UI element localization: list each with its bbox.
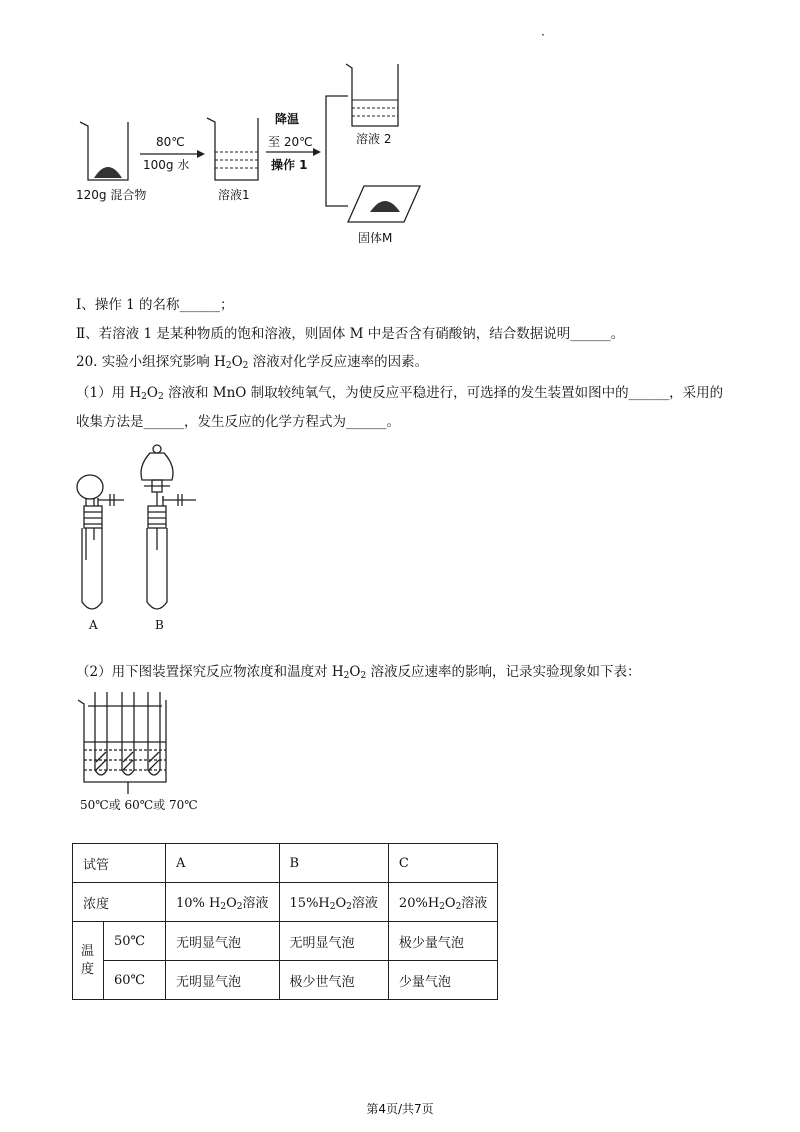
row-label-concentration: 浓度: [73, 883, 166, 922]
table-row: [73, 883, 498, 922]
label-apparatus-a: A: [89, 618, 98, 632]
result-a-60: 无明显气泡: [166, 961, 280, 1000]
question-20-1-line2: 收集方法是______，发生反应的化学方程式为______。: [76, 414, 400, 430]
apparatus-figure: [0, 440, 800, 640]
label-solid-m: 固体M: [358, 231, 393, 245]
p2-post: 溶液反应速率的影响，记录实验现象如下表：: [366, 664, 641, 680]
cool-label-2: 至 20℃: [268, 135, 313, 149]
table-row: [73, 844, 498, 883]
q20-pre: 20. 实验小组探究影响 H: [76, 354, 226, 370]
split-bracket: [326, 96, 348, 206]
result-b-60: 极少世气泡: [279, 961, 388, 1000]
conc-c: $20\%H_2O_2$溶液: [388, 883, 497, 922]
question-20-2: （2）用下图装置探究反应物浓度和温度对 $H_2O_2$ 溶液反应速率的影响，记录实验现象如下表：: [76, 664, 641, 681]
arrow1-water-label: 100g 水: [143, 158, 190, 172]
conc-a: 10% $H_2O_2$溶液: [166, 883, 280, 922]
label-mixture: 120g 混合物: [76, 188, 147, 202]
header-a: A: [166, 844, 280, 883]
label-solution2: 溶液 2: [356, 132, 392, 146]
question-ii: Ⅱ、若溶液 1 是某种物质的饱和溶液，则固体 M 中是否含有硝酸钠，结合数据说明______。: [76, 326, 625, 342]
solution1-beaker: [207, 118, 258, 180]
table-row: [73, 922, 498, 961]
result-c-50: 极少量气泡: [388, 922, 497, 961]
header-tube: 试管: [73, 844, 166, 883]
arrow1-temp-label: 80℃: [156, 135, 185, 149]
temp-60: 60℃: [104, 961, 166, 1000]
corner-mark: ·: [541, 28, 545, 42]
question-i: Ⅰ、操作 1 的名称______；: [76, 297, 234, 313]
row-label-temperature: 温度: [73, 922, 104, 1000]
header-c: C: [388, 844, 497, 883]
result-b-50: 无明显气泡: [279, 922, 388, 961]
q20-post: 溶液对化学反应速率的因素。: [248, 354, 429, 370]
apparatus-b: [141, 445, 196, 609]
label-solution1: 溶液1: [218, 188, 250, 202]
page-footer: 第4页/共7页: [366, 1102, 434, 1116]
result-a-50: 无明显气泡: [166, 922, 280, 961]
apparatus-a: [77, 475, 124, 609]
results-table: [72, 843, 498, 1000]
p1-pre: （1）用 H: [76, 385, 142, 401]
question-20-1: （1）用 $H_2O_2$ 溶液和 MnO 制取较纯氧气，为使反应平稳进行，可选择的发生装置如图中的______，采用的: [76, 385, 724, 402]
p2-pre: （2）用下图装置探究反应物浓度和温度对 H: [76, 664, 344, 680]
temp-50: 50℃: [104, 922, 166, 961]
question-20: 20. 实验小组探究影响 $H_2O_2$ 溶液对化学反应速率的因素。: [76, 354, 429, 371]
cool-label-1: 降温: [275, 112, 300, 126]
solution2-beaker: [346, 64, 398, 126]
p1-post: 溶液和 MnO 制取较纯氧气，为使反应平稳进行，可选择的发生装置如图中的______，采用的: [163, 385, 724, 401]
result-c-60: 少量气泡: [388, 961, 497, 1000]
crystallization-flow-diagram: [0, 0, 800, 260]
solid-m: [370, 201, 400, 212]
cool-label-3: 操作 1: [271, 158, 308, 172]
mixture-solid: [94, 167, 122, 178]
bath-temp-label: 50℃或 60℃或 70℃: [80, 798, 198, 812]
label-apparatus-b: B: [155, 618, 164, 632]
conc-b: $15\%H_2O_2$溶液: [279, 883, 388, 922]
header-b: B: [279, 844, 388, 883]
table-row: [73, 961, 498, 1000]
water-bath-figure: [0, 690, 800, 810]
